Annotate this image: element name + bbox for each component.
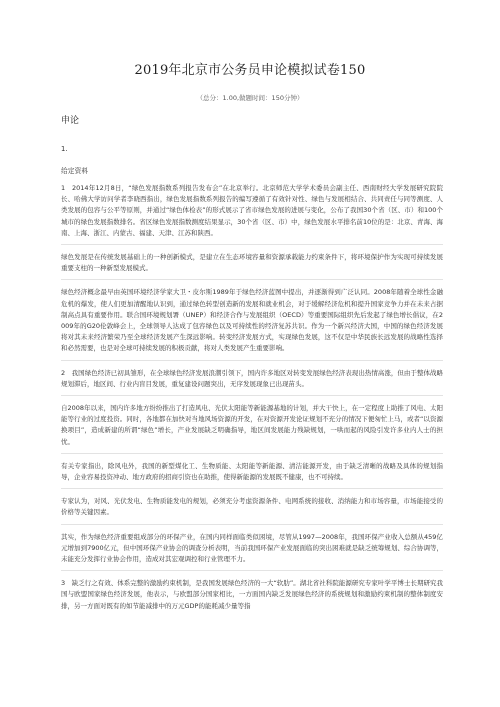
materials-body [61, 183, 443, 612]
divider [61, 570, 443, 571]
page-title: 2019年北京市公务员申论模拟试卷150 [134, 63, 366, 78]
exam-meta: （总分：1.00,做题时间：150分钟） [196, 94, 304, 102]
section-heading: 申论 [61, 116, 80, 126]
paragraph: 3 缺乏行之有效、体系完整的激励约束机制，是我国发展绿色经济的一大“软肋”。湖北省社科院能源研究专家叶学平博士长期研究我国与欧盟国家绿色经济发展，他表示，与欧盟部分国家相比，一方面国内缺乏发展绿色经济的系统规划和激励约束机制的整体制度安排，另一方面对既有的如节能减排中的万元GDP的能耗减少量等指 [61, 579, 443, 610]
paragraph: 自2008年以来，国内许多地方纷纷推出了打造风电、光伏太阳能等新能源基地的计划，并大干快上，在一定程度上助推了风电、太阳能等行业的过度投资。同时，各地都在加快对当地风场资源的开发，在对资源开发论证规划不充分的情况下便匆忙上马，或者“以资源换项目”，造成新建的所谓“绿色”增长，产业发展缺乏明确指导，地区间发展能力残缺规划，一哄而起的风险引发许多业内人士的担忧。 [61, 404, 443, 446]
divider [61, 395, 443, 396]
divider [61, 244, 443, 245]
paragraph: 专家认为，对风、光伏发电、生物质能发电的规划，必须充分考虑资源条件、电网系统的接收、消纳能力和市场容量，市场能接受的价格等关键因素。 [61, 497, 443, 517]
divider [61, 360, 443, 361]
paragraph: 1 2014年12月8日，“绿色发展指数系列报告发布会”在北京举行。北京师范大学学术委员会副主任、西南财经大学发展研究院院长、哈佛大学访问学者李晓西指出，绿色发展指数系列报告的编写遵循了有效针对性、绿色与发展相结合、共同责任与同等测度、人类发展的包容与公平等原则，并通过“绿色体检表”的形式展示了省市绿色发展的进展与变化，公布了我国30个省（区、市）和100个城市的绿色发展指数排名。省区绿色发展指数测度结果显示，30个省（区、市）中，绿色发展水平排名前10位的是：北京、青海、海南、上海、浙江、内蒙古、福建、天津、江苏和陕西。 [61, 184, 443, 237]
paragraph: 绿色经济概念最早由英国环境经济学家大卫・皮尔斯1989年于绿色经济蓝图中提出，并逐渐得到广泛认同。2008年随着全球性金融危机的爆发，使人们更加清醒地认识到，通过绿色转型创造新的发展和就业机会，对于缓解经济危机和提升国家竞争力并在未来占据制高点具有重要作用。联合国环境规划署（UNEP）和经济合作与发展组织（OECD）等重要国际组织先后发起了绿色增长倡议，在2009年的G20伦敦峰会上，全球领导人达成了包容绿色以及可持续性的经济复苏共识。作为一个新兴经济大国，中国的绿色经济发展将对其未来经济繁荣乃至全球经济发展产生深远影响。转变经济发展方式，实现绿色发展，这不仅是中华民族长远发展的战略性选择和必然需要，也是对全球可持续发展的积极贡献，将对人类发展产生重要影响。 [61, 288, 443, 353]
divider [61, 488, 443, 489]
divider [61, 279, 443, 280]
materials-heading: 给定资料 [61, 167, 89, 175]
paragraph: 有关专家指出，除风电外，我国的新型煤化工、生物质能、太阳能等新能源、清洁能源开发，由于缺乏清晰的战略及具体的规划指导，企业容易投资冲动、地方政府的招商引资也在助推，使得新能源的发展既不健康，也不可持续。 [61, 461, 443, 482]
question-number: 1. [61, 145, 68, 153]
paragraph: 绿色发展是在传统发展基础上的一种创新模式，是建立在生态环境容量和资源承载能力约束条件下，将环境保护作为实现可持续发展重要支柱的一种新型发展模式。 [61, 253, 443, 273]
divider [61, 453, 443, 454]
paragraph: 2 我国绿色经济已初具雏形，在全球绿色经济发展浪潮引领下，国内许多地区对转变发展绿色经济表现出热情高涨，但由于整体战略规划滞后，地区间、行业内盲目发展，重复建设问题突出，无序发展现象已出现苗头。 [61, 368, 443, 388]
divider [61, 524, 443, 525]
paragraph: 其实，作为绿色经济重要组成部分的环保产业，在国内同样面临类似困境，尽管从1997—2008年，我国环保产业收入总额从459亿元增加到7900亿元，但中国环保产业协会的调查分析表明，当前我国环保产业发展面临的突出困难就是缺乏统筹规划、综合协调等，未能充分发挥行业协会作用，造成对其宏观调控和行业管理不力。 [61, 532, 443, 564]
